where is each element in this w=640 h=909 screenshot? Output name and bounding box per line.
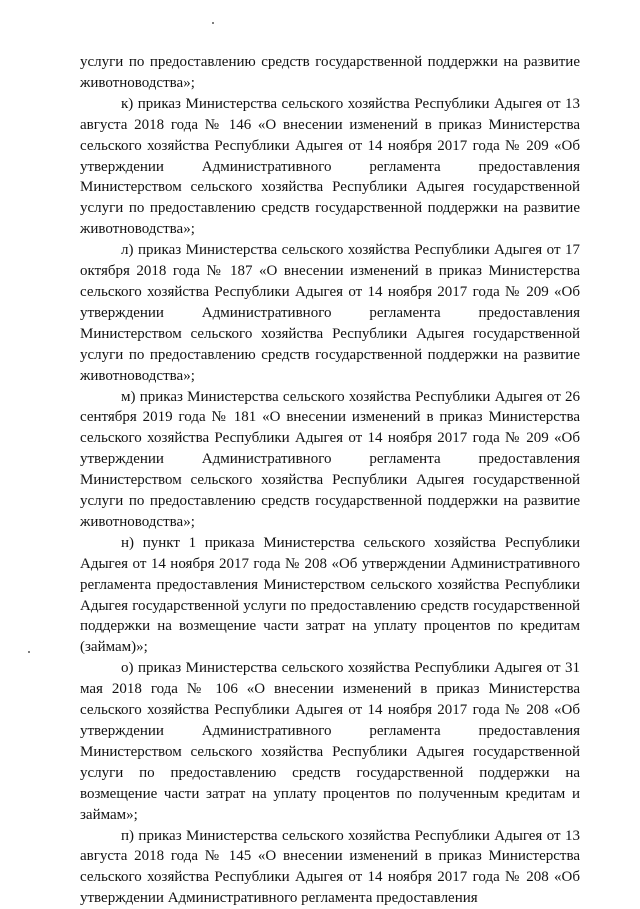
- paragraph-item-k: к) приказ Министерства сельского хозяйства Республики Адыгея от 13 августа 2018 года № 146 «О внесении изменений в приказ Министерства сельского хозяйства Республики Адыгея от 14 ноября 2017 года № 209 «Об утверждении Административного регламента предоставления Министерством сельского хозяйства Республики Адыгея государственной услуги по предоставлению средств государственной поддержки на развитие животноводства»;: [80, 95, 580, 238]
- paragraph-item-n: н) пункт 1 приказа Министерства сельского хозяйства Республики Адыгея от 14 ноября 2017 года № 208 «Об утверждении Административного регламента предоставления Министерством сельского хозяйства Республики Адыгея государственной услуги по предоставлению средств государственной поддержки на возмещение части затрат на уплату процентов по кредитам (займам)»;: [80, 534, 580, 656]
- paragraph-item-m: м) приказ Министерства сельского хозяйства Республики Адыгея от 26 сентября 2019 года № 181 «О внесении изменений в приказ Министерства сельского хозяйства Республики Адыгея от 14 ноября 2017 года № 209 «Об утверждении Административного регламента предоставления Министерством сельского хозяйства Республики Адыгея государственной услуги по предоставлению средств государственной поддержки на развитие животноводства»;: [80, 388, 580, 530]
- scan-speck: [212, 22, 214, 24]
- paragraph-item-l: л) приказ Министерства сельского хозяйства Республики Адыгея от 17 октября 2018 года № 187 «О внесении изменений в приказ Министерства сельского хозяйства Республики Адыгея от 14 ноября 2017 года № 209 «Об утверждении Административного регламента предоставления Министерством сельского хозяйства Республики Адыгея государственной услуги по предоставлению средств государственной поддержки на развитие животноводства»;: [80, 242, 580, 384]
- paragraph-item-o: о) приказ Министерства сельского хозяйства Республики Адыгея от 31 мая 2018 года № 106 «О внесении изменений в приказ Министерства сельского хозяйства Республики Адыгея от 14 ноября 2017 года № 208 «Об утверждении Административного регламента предоставления Министерством сельского хозяйства Республики Адыгея государственной услуги по предоставлению средств государственной поддержки на возмещение части затрат на уплату процентов по полученным кредитам и займам»;: [80, 660, 580, 823]
- paragraph-continuation: услуги по предоставлению средств государственной поддержки на развитие животноводства»;: [80, 54, 580, 91]
- scan-speck: [28, 651, 30, 653]
- document-body: [80, 52, 580, 909]
- paragraph-item-p: п) приказ Министерства сельского хозяйства Республики Адыгея от 13 августа 2018 года № 145 «О внесении изменений в приказ Министерства сельского хозяйства Республики Адыгея от 14 ноября 2017 года № 208 «Об утверждении Административного регламента предоставления: [80, 827, 580, 907]
